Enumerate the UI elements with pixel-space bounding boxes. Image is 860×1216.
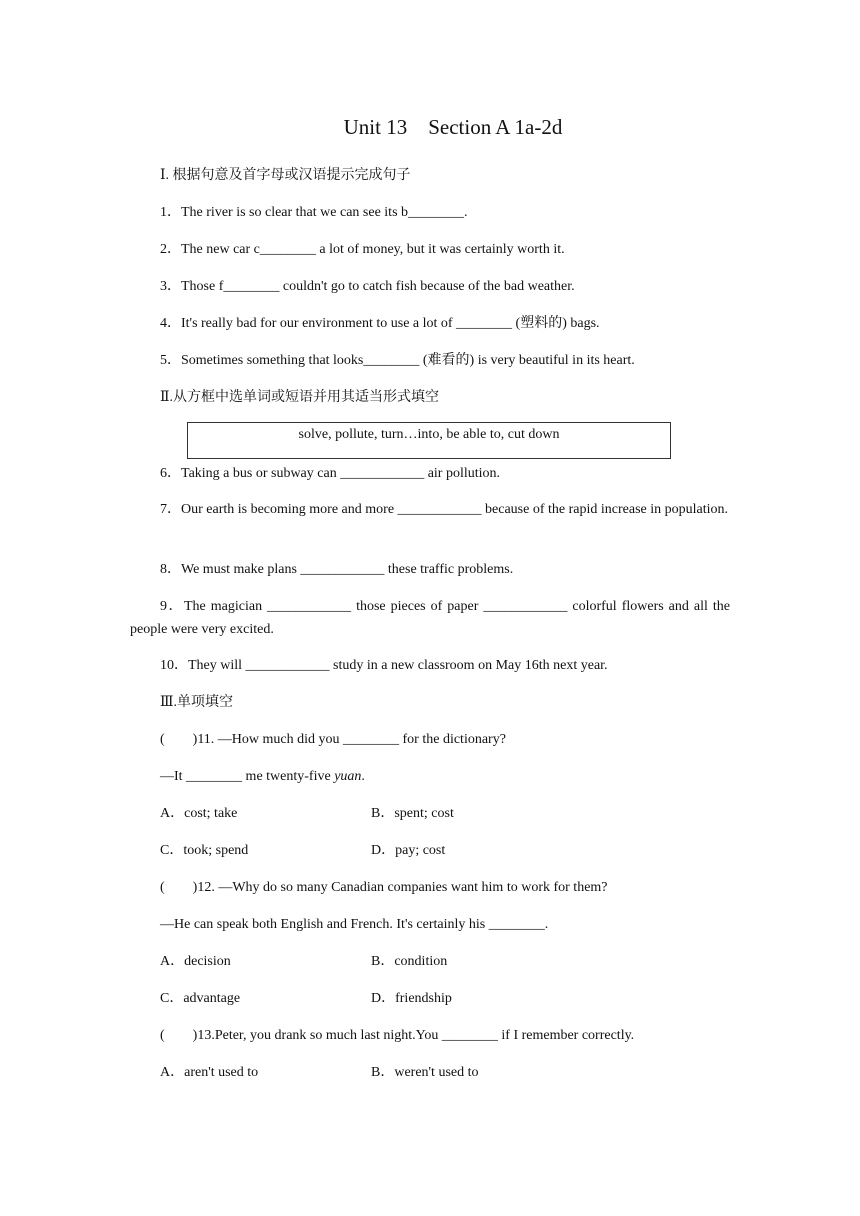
question-11-answer bbox=[160, 765, 365, 788]
question-12-option-d: D．friendship bbox=[371, 991, 452, 1006]
question-3: 3．Those f________ couldn't go to catch fish because of the bad weather. bbox=[160, 279, 575, 294]
section-3-heading: Ⅲ.单项填空 bbox=[160, 695, 234, 710]
question-11-answer-italic: yuan bbox=[334, 769, 362, 784]
question-12-option-c: C．advantage bbox=[160, 991, 241, 1006]
question-11-option-c: C．took; spend bbox=[160, 843, 249, 858]
question-11-option-a: A．cost; take bbox=[160, 806, 238, 821]
question-6: 6．Taking a bus or subway can ____________ air pollution. bbox=[160, 466, 501, 481]
question-12-answer: —He can speak both English and French. It's certainly his ________. bbox=[160, 917, 549, 932]
question-13-option-b: B．weren't used to bbox=[371, 1065, 479, 1080]
question-5: 5．Sometimes something that looks________ (难看的) is very beautiful in its heart. bbox=[160, 353, 635, 368]
question-2: 2．The new car c________ a lot of money, but it was certainly worth it. bbox=[160, 242, 565, 257]
question-11-option-d: D．pay; cost bbox=[371, 843, 446, 858]
word-box: solve, pollute, turn…into, be able to, cut down bbox=[187, 422, 671, 459]
question-9: 9．The magician ____________ those pieces of paper ____________ colorful flowers and all the people were very excited. bbox=[130, 599, 730, 637]
question-11: ( )11. —How much did you ________ for the dictionary? bbox=[160, 732, 506, 747]
question-12-option-b: B．condition bbox=[371, 954, 448, 969]
question-4: 4．It's really bad for our environment to use a lot of ________ (塑料的) bags. bbox=[160, 316, 600, 331]
question-13-option-a: A．aren't used to bbox=[160, 1065, 259, 1080]
question-13: ( )13.Peter, you drank so much last night.You ________ if I remember correctly. bbox=[160, 1028, 635, 1043]
question-12-option-a: A．decision bbox=[160, 954, 231, 969]
question-1: 1．The river is so clear that we can see its b________. bbox=[160, 205, 468, 220]
question-11-option-b: B．spent; cost bbox=[371, 806, 454, 821]
question-12: ( )12. —Why do so many Canadian companies want him to work for them? bbox=[160, 880, 608, 895]
question-10: 10．They will ____________ study in a new classroom on May 16th next year. bbox=[160, 658, 608, 673]
question-7: 7．Our earth is becoming more and more ____________ because of the rapid increase in population. bbox=[160, 502, 729, 517]
page-title: Unit 13 Section A 1a-2d bbox=[343, 115, 563, 139]
question-8: 8．We must make plans ____________ these traffic problems. bbox=[160, 562, 514, 577]
question-11-answer-prefix: —It ________ me twenty-five bbox=[160, 769, 335, 784]
section-1-heading: Ⅰ. 根据句意及首字母或汉语提示完成句子 bbox=[160, 168, 411, 183]
section-2-heading: Ⅱ.从方框中选单词或短语并用其适当形式填空 bbox=[160, 390, 440, 405]
question-11-answer-suffix: . bbox=[361, 769, 365, 784]
